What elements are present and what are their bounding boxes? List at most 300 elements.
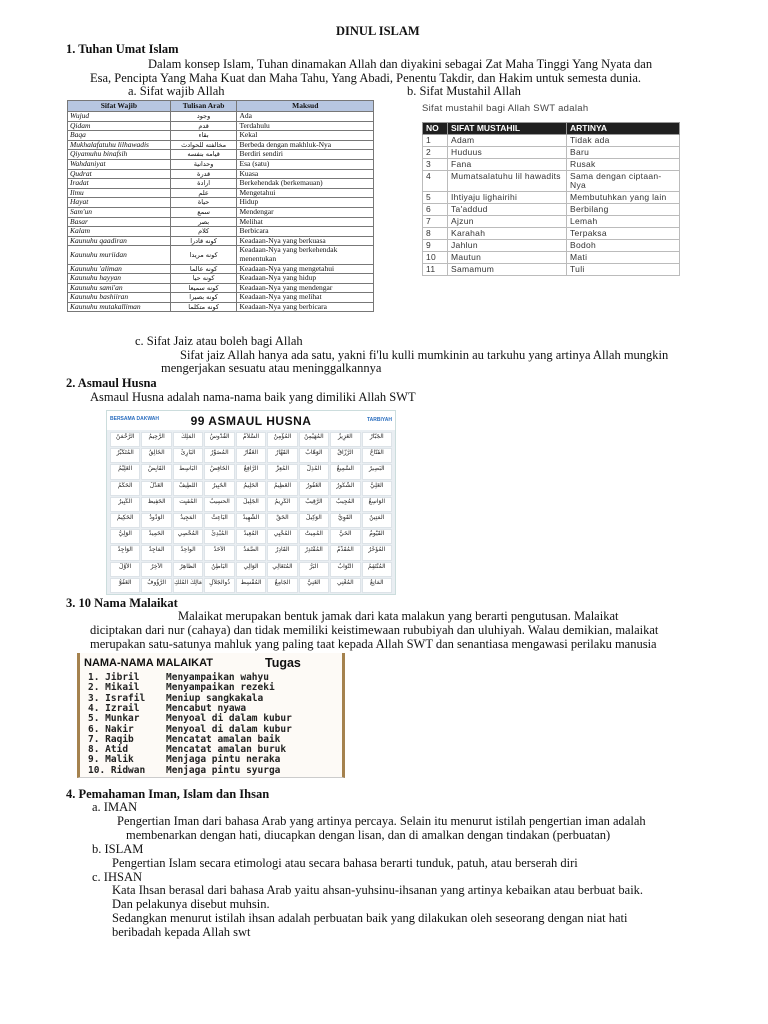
sifat-jaiz-label: c. Sifat Jaiz atau boleh bagi Allah	[135, 334, 303, 348]
asmaul-husna-name: الْعَزِيزُ	[337, 433, 353, 440]
asmaul-husna-name: الْمَتِينُ	[369, 513, 385, 521]
islam-para: Pengertian Islam secara etimologi atau secara bahasa berarti tunduk, patuh, atau berserah diri	[112, 856, 578, 870]
asmaul-husna-name: الْمُجِيبُ	[336, 497, 355, 505]
asmaul-husna-name: الرَّزَّاقُ	[337, 449, 354, 457]
asmaul-husna-cell	[204, 529, 234, 544]
asmaul-husna-name: الصَّمَدُ	[243, 546, 259, 554]
tulisan-arab-cell: كونه سميعا	[170, 283, 237, 293]
asmaul-husna-name: الْبَارِئُ	[180, 449, 196, 457]
tulisan-arab-cell: قيامه بنفسه	[170, 150, 237, 160]
sifat-wajib-cell: Baqa	[68, 131, 171, 141]
asmaul-husna-cell	[362, 448, 392, 463]
asmaul-husna-cell	[299, 497, 329, 512]
islam-label: b. ISLAM	[92, 842, 144, 856]
asmaul-husna-name: الْقَيُّومُ	[369, 530, 385, 538]
malaikat-tugas: Meniup sangkakala	[166, 692, 264, 704]
asmaul-husna-name: الْمَلِكُ	[181, 433, 196, 440]
tulisan-arab-cell: كونه عالما	[170, 264, 237, 274]
asmaul-husna-cell	[330, 432, 360, 447]
asmaul-husna-name: الْوَكِيلُ	[305, 513, 322, 521]
asmaul-husna-cell	[299, 464, 329, 479]
sifat-wajib-cell: Qiyamuhu binafsih	[68, 150, 171, 160]
asmaul-husna-name: المُقيِت	[179, 497, 197, 505]
asmaul-husna-name: التَّوَابُ	[337, 562, 354, 570]
asmaul-husna-name: الْحَفِيظُ	[147, 497, 166, 505]
asmaul-husna-cell	[141, 448, 171, 463]
asmaul-husna-name: الشَّهِيدُ	[242, 513, 260, 521]
asmaul-husna-name: الْحَكِيمُ	[116, 513, 134, 521]
asmaul-husna-name: الْمُهَيْمِنُ	[304, 433, 324, 440]
asmaul-husna-cell	[173, 464, 203, 479]
table-row	[423, 159, 680, 171]
asmaul-husna-name: الْبَرُّ	[309, 562, 319, 570]
table-row	[68, 207, 374, 217]
sifat-wajib-cell: Kaunuhu sami'an	[68, 283, 171, 293]
asmaul-husna-name: الْمُتَعَالِي	[272, 562, 293, 570]
sifat-wajib-cell: Qudrat	[68, 169, 171, 179]
asmaul-husna-cell	[173, 432, 203, 447]
malaikat-name: 9. Malik	[88, 754, 134, 766]
table-row	[68, 112, 374, 122]
sifat-wajib-cell: Kaunuhu bashiiran	[68, 293, 171, 303]
no-cell: 7	[423, 216, 448, 228]
asmaul-husna-cell	[236, 513, 266, 528]
sifat-wajib-cell: Hayat	[68, 198, 171, 208]
asmaul-husna-cell	[299, 432, 329, 447]
asmaul-husna-cell	[141, 545, 171, 560]
table-row	[68, 217, 374, 227]
asmaul-husna-cell	[267, 432, 297, 447]
table-row	[68, 227, 374, 237]
asmaul-husna-name: الْقُدُّوسُ	[209, 433, 230, 440]
asmaul-husna-cell	[110, 594, 140, 595]
sifat-mustahil-cell: Huduus	[448, 147, 567, 159]
tulisan-arab-cell: وحدانية	[170, 159, 237, 169]
asmaul-husna-cell	[141, 529, 171, 544]
asmaul-husna-cell	[330, 545, 360, 560]
iman-para-line2: membenarkan dengan hati, diucapkan dengan lisan, dan di amalkan dengan tindakan (perbuatan)	[126, 828, 611, 842]
artinya-cell: Lemah	[567, 216, 680, 228]
asmaul-husna-cell	[141, 578, 171, 593]
malaikat-name: 2. Mikail	[88, 682, 140, 694]
tulisan-arab-cell: قدرة	[170, 169, 237, 179]
asmaul-husna-grid	[110, 432, 392, 595]
table-row	[68, 179, 374, 189]
maksud-cell: Berbicara	[237, 227, 374, 237]
table-row	[68, 131, 374, 141]
asmaul-husna-name: الْوَاسِعُ	[368, 497, 386, 505]
asmaul-husna-name: الْكَرِيمُ	[274, 497, 291, 505]
sifat-wajib-cell: Kaunuhu qaadiran	[68, 236, 171, 246]
asmaul-husna-cell	[267, 464, 297, 479]
asmaul-husna-cell	[204, 481, 234, 496]
asmaul-husna-name: الْمُقْسِطُ	[240, 578, 262, 586]
asmaul-husna-name: الْمُتَكَبِّرُ	[116, 449, 134, 457]
asmaul-husna-name: الْقَادِرُ	[275, 546, 290, 554]
asmaul-husna-name: الْبَاطِنُ	[211, 562, 228, 570]
asmaul-husna-cell	[362, 432, 392, 447]
sifat-wajib-cell: Qidam	[68, 121, 171, 131]
asmaul-husna-cell	[110, 562, 140, 577]
asmaul-husna-cell	[362, 578, 392, 593]
asmaul-husna-name: الْمَجِيدُ	[180, 513, 196, 521]
no-cell: 3	[423, 159, 448, 171]
malaikat-name: 10. Ridwan	[88, 764, 146, 776]
asmaul-husna-cell	[173, 448, 203, 463]
table-row	[68, 302, 374, 312]
asmaul-husna-name: الْبَصِيرُ	[368, 465, 385, 473]
artinya-cell: Sama dengan ciptaan-Nya	[567, 171, 680, 192]
malaikat-tugas: Mencatat amalan buruk	[166, 744, 287, 756]
asmaul-husna-name: الرَّقِيبُ	[305, 497, 323, 505]
asmaul-husna-name: الْفَتَّاحُ	[369, 449, 384, 457]
section-3-para-line2: diciptakan dari nur (cahaya) dan tidak memiliki keistimewaan rububiyah dan uluhiyah. Walau demikian, malaikat	[90, 623, 659, 637]
asmaul-husna-name: الْمُقَدِّمُ	[336, 546, 354, 554]
asmaul-husna-cell	[110, 545, 140, 560]
maksud-cell: Berkehendak (berkemauan)	[237, 179, 374, 189]
tulisan-arab-cell: سمع	[170, 207, 237, 217]
maksud-cell: Keadaan-Nya yang berkehendak menentukan	[237, 246, 374, 264]
asmaul-husna-name: الْوَاجِدُ	[117, 546, 133, 554]
asmaul-husna-name: الْمُقْتَدِرُ	[304, 546, 323, 554]
malaikat-image	[77, 653, 345, 778]
asmaul-husna-name: الْحسِيبُ	[209, 497, 230, 505]
asmaul-husna-cell	[267, 513, 297, 528]
table-row	[423, 192, 680, 204]
sifat-wajib-cell: Kaunuhu hayyan	[68, 274, 171, 284]
asmaul-husna-cell	[141, 464, 171, 479]
malaikat-tugas: Mencabut nyawa	[166, 702, 247, 714]
tulisan-arab-cell: كلام	[170, 227, 237, 237]
asmaul-husna-cell	[236, 481, 266, 496]
asmaul-husna-name: الْمَاجِدُ	[148, 546, 165, 554]
table-row	[68, 198, 374, 208]
tulisan-arab-cell: بصر	[170, 217, 237, 227]
asmaul-husna-cell	[299, 481, 329, 496]
section-3-para-line1: Malaikat merupakan bentuk jamak dari kata malakun yang berarti pengutusan. Malaikat	[178, 609, 619, 623]
asmaul-husna-cell	[267, 594, 297, 595]
sifat-mustahil-cell: Ajzun	[448, 216, 567, 228]
maksud-cell: Ada	[237, 112, 374, 122]
malaikat-name: 3. Israfil	[88, 692, 146, 704]
asmaul-husna-name: الْمُحْيِي	[273, 530, 292, 538]
table-row	[68, 293, 374, 303]
asmaul-husna-cell	[110, 513, 140, 528]
table-header: SIFAT MUSTAHIL	[448, 123, 567, 135]
asmaul-husna-name: الْكَبِيرُ	[118, 497, 133, 505]
asmaul-husna-cell	[362, 464, 392, 479]
asmaul-husna-cell	[267, 448, 297, 463]
sifat-wajib-cell: Kaunuhu mutakalliman	[68, 302, 171, 312]
sifat-jaiz-para-line2: mengerjakan sesuatu atau meninggalkannya	[161, 361, 382, 375]
asmaul-husna-name: الْمُؤَخِّرُ	[368, 546, 386, 554]
maksud-cell: Berdiri sendiri	[237, 150, 374, 160]
asmaul-husna-image	[106, 410, 396, 595]
table-row	[68, 169, 374, 179]
asmaul-husna-name: الْحَكَمُ	[117, 481, 133, 489]
asmaul-husna-name: الْمُنْتَقِمُ	[367, 562, 386, 570]
asmaul-husna-cell	[299, 513, 329, 528]
malaikat-row	[88, 766, 280, 777]
table-header: Sifat Wajib	[68, 101, 171, 112]
asmaul-husna-cell	[267, 481, 297, 496]
asmaul-husna-name: الْحَمِيدُ	[148, 530, 165, 538]
asmaul-husna-cell	[362, 481, 392, 496]
tulisan-arab-cell: كونه حيا	[170, 274, 237, 284]
asmaul-husna-name: الْمُعِيدُ	[243, 530, 259, 538]
asmaul-husna-name: الْبَاعِثُ	[211, 513, 228, 521]
no-cell: 8	[423, 228, 448, 240]
asmaul-husna-name: اَلْعَلِيْمُ	[118, 465, 133, 473]
asmaul-husna-name: الْقَوِيُّ	[338, 513, 353, 521]
sifat-wajib-table	[67, 100, 374, 312]
asmaul-husna-name: اللَّطِيفُ	[178, 481, 198, 489]
asmaul-husna-cell	[110, 529, 140, 544]
asmaul-husna-cell	[204, 545, 234, 560]
maksud-cell: Mendengar	[237, 207, 374, 217]
asmaul-husna-name: الْعَدْلُ	[149, 481, 164, 489]
sifat-mustahil-caption: Sifat mustahil bagi Allah SWT adalah	[422, 103, 589, 114]
maksud-cell: Keadaan-Nya yang melihat	[237, 293, 374, 303]
asmaul-husna-name: الْحَيُّ	[339, 530, 352, 538]
asmaul-husna-name: الْحَقُّ	[276, 513, 289, 521]
table-header: ARTINYA	[567, 123, 680, 135]
maksud-cell: Melihat	[237, 217, 374, 227]
table-row	[68, 274, 374, 284]
asmaul-husna-cell	[173, 545, 203, 560]
asmaul-husna-name: الْقَهَّارُ	[275, 449, 290, 457]
no-cell: 11	[423, 264, 448, 276]
asmaul-husna-cell	[362, 545, 392, 560]
asmaul-husna-name: الْمُبْدِئُ	[211, 530, 228, 538]
sifat-wajib-cell: Iradat	[68, 179, 171, 189]
table-header: Tulisan Arab	[170, 101, 237, 112]
section-3-heading: 3. 10 Nama Malaikat	[66, 596, 178, 610]
asmaul-husna-cell	[330, 578, 360, 593]
malaikat-name-header: NAMA-NAMA MALAIKAT	[84, 657, 213, 669]
malaikat-tugas: Menjaga pintu neraka	[166, 754, 281, 766]
tulisan-arab-cell: كونه متكلما	[170, 302, 237, 312]
asmaul-husna-cell	[204, 513, 234, 528]
malaikat-name: 8. Atid	[88, 744, 129, 756]
asmaul-husna-cell	[362, 513, 392, 528]
tulisan-arab-cell: حياة	[170, 198, 237, 208]
asmaul-husna-name: الْوَدُودُ	[149, 513, 165, 521]
maksud-cell: Kekal	[237, 131, 374, 141]
malaikat-name: 1. Jibril	[88, 672, 140, 683]
asmaul-husna-name: الْواحِدُ	[180, 546, 196, 554]
asmaul-husna-name: اَلْمُمِيتُ	[304, 530, 323, 538]
asmaul-husna-cell	[236, 448, 266, 463]
table-header: NO	[423, 123, 448, 135]
no-cell: 2	[423, 147, 448, 159]
malaikat-tugas-header: Tugas	[265, 656, 301, 670]
malaikat-name: 4. Izrail	[88, 702, 140, 714]
asmaul-husna-cell	[141, 594, 171, 595]
asmaul-husna-cell	[330, 529, 360, 544]
asmaul-husna-name: الْوَالِي	[243, 562, 259, 570]
table-row	[423, 228, 680, 240]
asmaul-husna-cell	[236, 497, 266, 512]
asmaul-husna-name: الْخَالِقُ	[148, 449, 165, 457]
sifat-mustahil-cell: Ihtiyaju lighairihi	[448, 192, 567, 204]
table-row	[68, 188, 374, 198]
sifat-mustahil-label: b. Sifat Mustahil Allah	[407, 84, 521, 98]
asmaul-husna-cell	[141, 497, 171, 512]
asmaul-husna-name: الْخَبِيرُ	[212, 481, 227, 489]
asmaul-husna-cell	[330, 448, 360, 463]
malaikat-tugas: Menyampaikan wahyu	[166, 672, 269, 683]
tulisan-arab-cell: وجود	[170, 112, 237, 122]
asmaul-husna-cell	[173, 529, 203, 544]
asmaul-husna-name: الْمُصَوِّرُ	[210, 449, 229, 457]
asmaul-husna-cell	[236, 529, 266, 544]
asmaul-husna-cell	[330, 562, 360, 577]
sifat-mustahil-cell: Mautun	[448, 252, 567, 264]
asmaul-husna-cell	[330, 481, 360, 496]
asmaul-husna-name: الشَّكُورُ	[336, 481, 355, 489]
asmaul-husna-name: الْغَفُورُ	[306, 481, 322, 489]
table-row	[423, 147, 680, 159]
asmaul-husna-cell	[110, 497, 140, 512]
sifat-wajib-cell: Kaunuhu 'aliman	[68, 264, 171, 274]
maksud-cell: Keadaan-Nya yang berkuasa	[237, 236, 374, 246]
asmaul-husna-cell	[267, 529, 297, 544]
maksud-cell: Esa (satu)	[237, 159, 374, 169]
asmaul-husna-name: الْجَبَّارُ	[369, 433, 384, 440]
asmaul-husna-cell	[362, 594, 392, 595]
asmaul-husna-cell	[173, 562, 203, 577]
asmaul-husna-cell	[141, 481, 171, 496]
table-row	[423, 204, 680, 216]
ihsan-para-line4: beribadah kepada Allah swt	[112, 925, 251, 939]
section-4-heading: 4. Pemahaman Iman, Islam dan Ihsan	[66, 787, 270, 801]
sifat-wajib-cell: Sam'un	[68, 207, 171, 217]
no-cell: 1	[423, 135, 448, 147]
table-row	[423, 264, 680, 276]
section-2-para: Asmaul Husna adalah nama-nama baik yang dimiliki Allah SWT	[90, 390, 416, 404]
table-row	[423, 171, 680, 192]
malaikat-tugas: Menyoal di dalam kubur	[166, 713, 292, 725]
asmaul-husna-cell	[330, 464, 360, 479]
asmaul-husna-name: الْوَلِيُّ	[118, 530, 132, 538]
sifat-mustahil-cell: Ta'addud	[448, 204, 567, 216]
sifat-wajib-cell: Ilmu	[68, 188, 171, 198]
asmaul-husna-cell	[110, 464, 140, 479]
sifat-mustahil-cell: Mumatsalatuhu lil hawadits	[448, 171, 567, 192]
asmaul-husna-cell	[204, 578, 234, 593]
no-cell: 10	[423, 252, 448, 264]
tulisan-arab-cell: قدم	[170, 121, 237, 131]
artinya-cell: Tidak ada	[567, 135, 680, 147]
artinya-cell: Baru	[567, 147, 680, 159]
asmaul-husna-name: اَلاَحَدُ	[213, 546, 226, 554]
malaikat-tugas: Menyoal di dalam kubur	[166, 723, 292, 735]
asmaul-husna-name: ذُوالْجَلاَلِ	[209, 578, 230, 586]
section-3-para-line3: merupakan satu-satunya mahluk yang paling taat kepada Allah SWT dan senantiasa mengawasi perilaku manusia	[90, 637, 657, 651]
sifat-mustahil-table	[422, 122, 680, 276]
asmaul-husna-name: الرَّحِيمُ	[148, 433, 165, 440]
asmaul-husna-cell	[110, 578, 140, 593]
asmaul-husna-name: السَّلاَمُ	[242, 433, 260, 440]
ihsan-para-line1: Kata Ihsan berasal dari bahasa Arab yaitu ahsan-yuhsinu-ihsanan yang artinya kebaikan atau berbuat baik.	[112, 883, 644, 897]
maksud-cell: Keadaan-Nya yang hidup	[237, 274, 374, 284]
asmaul-husna-cell	[330, 594, 360, 595]
sifat-mustahil-cell: Samamum	[448, 264, 567, 276]
table-row	[423, 240, 680, 252]
section-2-heading: 2. Asmaul Husna	[66, 376, 157, 390]
tulisan-arab-cell: كونه مريدا	[170, 246, 237, 264]
sifat-wajib-cell: Kaunuhu muriidan	[68, 246, 171, 264]
asmaul-husna-cell	[173, 578, 203, 593]
sifat-wajib-cell: Basar	[68, 217, 171, 227]
maksud-cell: Keadaan-Nya yang mendengar	[237, 283, 374, 293]
asmaul-husna-cell	[362, 529, 392, 544]
asmaul-husna-name: الْمُؤْمِنُ	[273, 433, 292, 440]
bersama-dakwah-logo: BERSAMA DAKWAH	[110, 416, 159, 422]
asmaul-husna-cell	[299, 448, 329, 463]
asmaul-husna-cell	[299, 594, 329, 595]
tulisan-arab-cell: كونه قادرا	[170, 236, 237, 246]
asmaul-husna-name: الرَّحْمَنُ	[115, 433, 135, 440]
section-1-para-line2: Esa, Pencipta Yang Maha Kuat dan Maha Tahu, Yang Abadi, Penentu Takdir, dan Hakim untuk semesta dunia.	[90, 71, 642, 85]
sifat-mustahil-cell: Adam	[448, 135, 567, 147]
asmaul-husna-cell	[267, 562, 297, 577]
asmaul-husna-cell	[173, 594, 203, 595]
asmaul-husna-name: العَفُوُّ	[118, 578, 132, 586]
asmaul-husna-name: الْغَنِيُّ	[307, 578, 321, 586]
ihsan-para-line3: Sedangkan menurut istilah ihsan adalah perbuatan baik yang dilakukan oleh seseorang dengan niat hati	[112, 911, 628, 925]
asmaul-husna-name: الْبَاسِطُ	[179, 465, 198, 473]
page-title: DINUL ISLAM	[336, 24, 420, 38]
asmaul-husna-cell	[141, 513, 171, 528]
malaikat-name: 6. Nakir	[88, 723, 134, 735]
asmaul-husna-cell	[236, 594, 266, 595]
table-row	[423, 135, 680, 147]
asmaul-husna-name: الآخِرُ	[150, 562, 163, 570]
asmaul-husna-name: الْوَهَّابُ	[305, 449, 323, 457]
section-1-para-line1: Dalam konsep Islam, Tuhan dinamakan Allah dan diyakini sebagai Zat Maha Tinggi Yang Nyata dan	[148, 57, 653, 71]
table-row	[68, 159, 374, 169]
table-row	[423, 252, 680, 264]
tarbiyah-logo: TARBIYAH	[366, 417, 392, 423]
asmaul-husna-cell	[362, 562, 392, 577]
sifat-wajib-label: a. Sifat wajib Allah	[128, 84, 225, 98]
sifat-jaiz-para-line1: Sifat jaiz Allah hanya ada satu, yakni fi'lu kulli mumkinin au tarkuhu yang artinya Allah mungkin	[180, 348, 669, 362]
malaikat-tugas: Menyampaikan rezeki	[166, 682, 275, 694]
maksud-cell: Kuasa	[237, 169, 374, 179]
asmaul-husna-cell	[173, 513, 203, 528]
maksud-cell: Keadaan-Nya yang mengetahui	[237, 264, 374, 274]
tulisan-arab-cell: ارادة	[170, 179, 237, 189]
asmaul-husna-cell	[267, 497, 297, 512]
tulisan-arab-cell: كونه بصيرا	[170, 293, 237, 303]
sifat-mustahil-cell: Karahah	[448, 228, 567, 240]
malaikat-tugas: Menjaga pintu syurga	[166, 764, 281, 776]
maksud-cell: Hidup	[237, 198, 374, 208]
asmaul-husna-cell	[204, 448, 234, 463]
table-row	[68, 150, 374, 160]
asmaul-husna-cell	[299, 529, 329, 544]
asmaul-husna-cell	[204, 497, 234, 512]
malaikat-tugas: Mencatat amalan baik	[166, 733, 281, 745]
asmaul-husna-cell	[204, 562, 234, 577]
table-row	[423, 216, 680, 228]
asmaul-husna-cell	[362, 497, 392, 512]
section-1-heading: 1. Tuhan Umat Islam	[66, 42, 179, 56]
asmaul-husna-name: اَلْمَانِعُ	[369, 578, 384, 586]
artinya-cell: Berbilang	[567, 204, 680, 216]
